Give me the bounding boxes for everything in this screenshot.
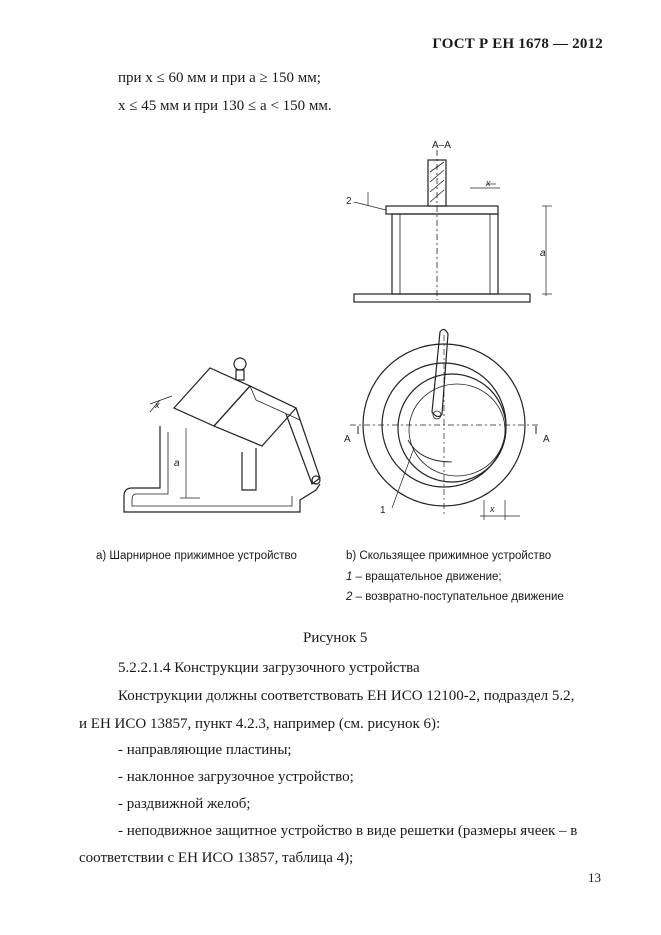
page-number: 13 — [588, 870, 601, 885]
list-item-2: - наклонное загрузочное устройство; — [118, 769, 354, 785]
section-view-a-a — [346, 140, 552, 302]
legend-num-1: 1 — [346, 571, 353, 583]
figure-title: Рисунок 5 — [303, 630, 368, 646]
legend-item-1 — [346, 571, 502, 583]
caption-a: а) Шарнирное прижимное устройство — [96, 550, 297, 562]
dim-x-label-bottom: x — [490, 504, 495, 514]
legend-item-2 — [346, 591, 564, 603]
legend-text-2: – возвратно-поступательное движение — [355, 591, 564, 603]
paragraph-line-1: Конструкции должны соответствовать ЕН ИСО 12100-2, подраздел 5.2, — [118, 688, 575, 704]
dim-x-label-left: x — [155, 400, 160, 410]
section-label: A–A — [432, 140, 451, 151]
callout-2: 2 — [346, 196, 352, 207]
dim-a-label: a — [540, 248, 546, 259]
hinged-device — [124, 358, 320, 512]
intro-line-1: при x ≤ 60 мм и при a ≥ 150 мм; — [118, 70, 321, 86]
list-item-4-continued: соответствии с ЕН ИСО 13857, таблица 4); — [79, 850, 354, 866]
plan-view — [344, 329, 550, 520]
callout-1: 1 — [380, 505, 386, 516]
caption-b: b) Скользящее прижимное устройство — [346, 550, 552, 562]
dim-x-label-top: x — [486, 178, 491, 188]
document-header: ГОСТ Р ЕН 1678 — 2012 — [432, 36, 603, 52]
list-item-3: - раздвижной желоб; — [118, 796, 251, 812]
intro-line-2: x ≤ 45 мм и при 130 ≤ a < 150 мм. — [118, 98, 332, 114]
cut-label-left: A — [344, 434, 351, 445]
paragraph-line-2: и ЕН ИСО 13857, пункт 4.2.3, например (см. рисунок 6): — [79, 716, 441, 732]
list-item-4: - неподвижное защитное устройство в виде решетки (размеры ячеек – в — [118, 823, 578, 839]
legend-num-2: 2 — [346, 591, 353, 603]
cut-label-right: A — [543, 434, 550, 445]
section-heading: 5.2.2.1.4 Конструкции загрузочного устройства — [118, 660, 420, 676]
dim-a-label-left: a — [174, 458, 180, 469]
legend-text-1: – вращательное движение; — [355, 571, 502, 583]
list-item-1: - направляющие пластины; — [118, 742, 292, 758]
